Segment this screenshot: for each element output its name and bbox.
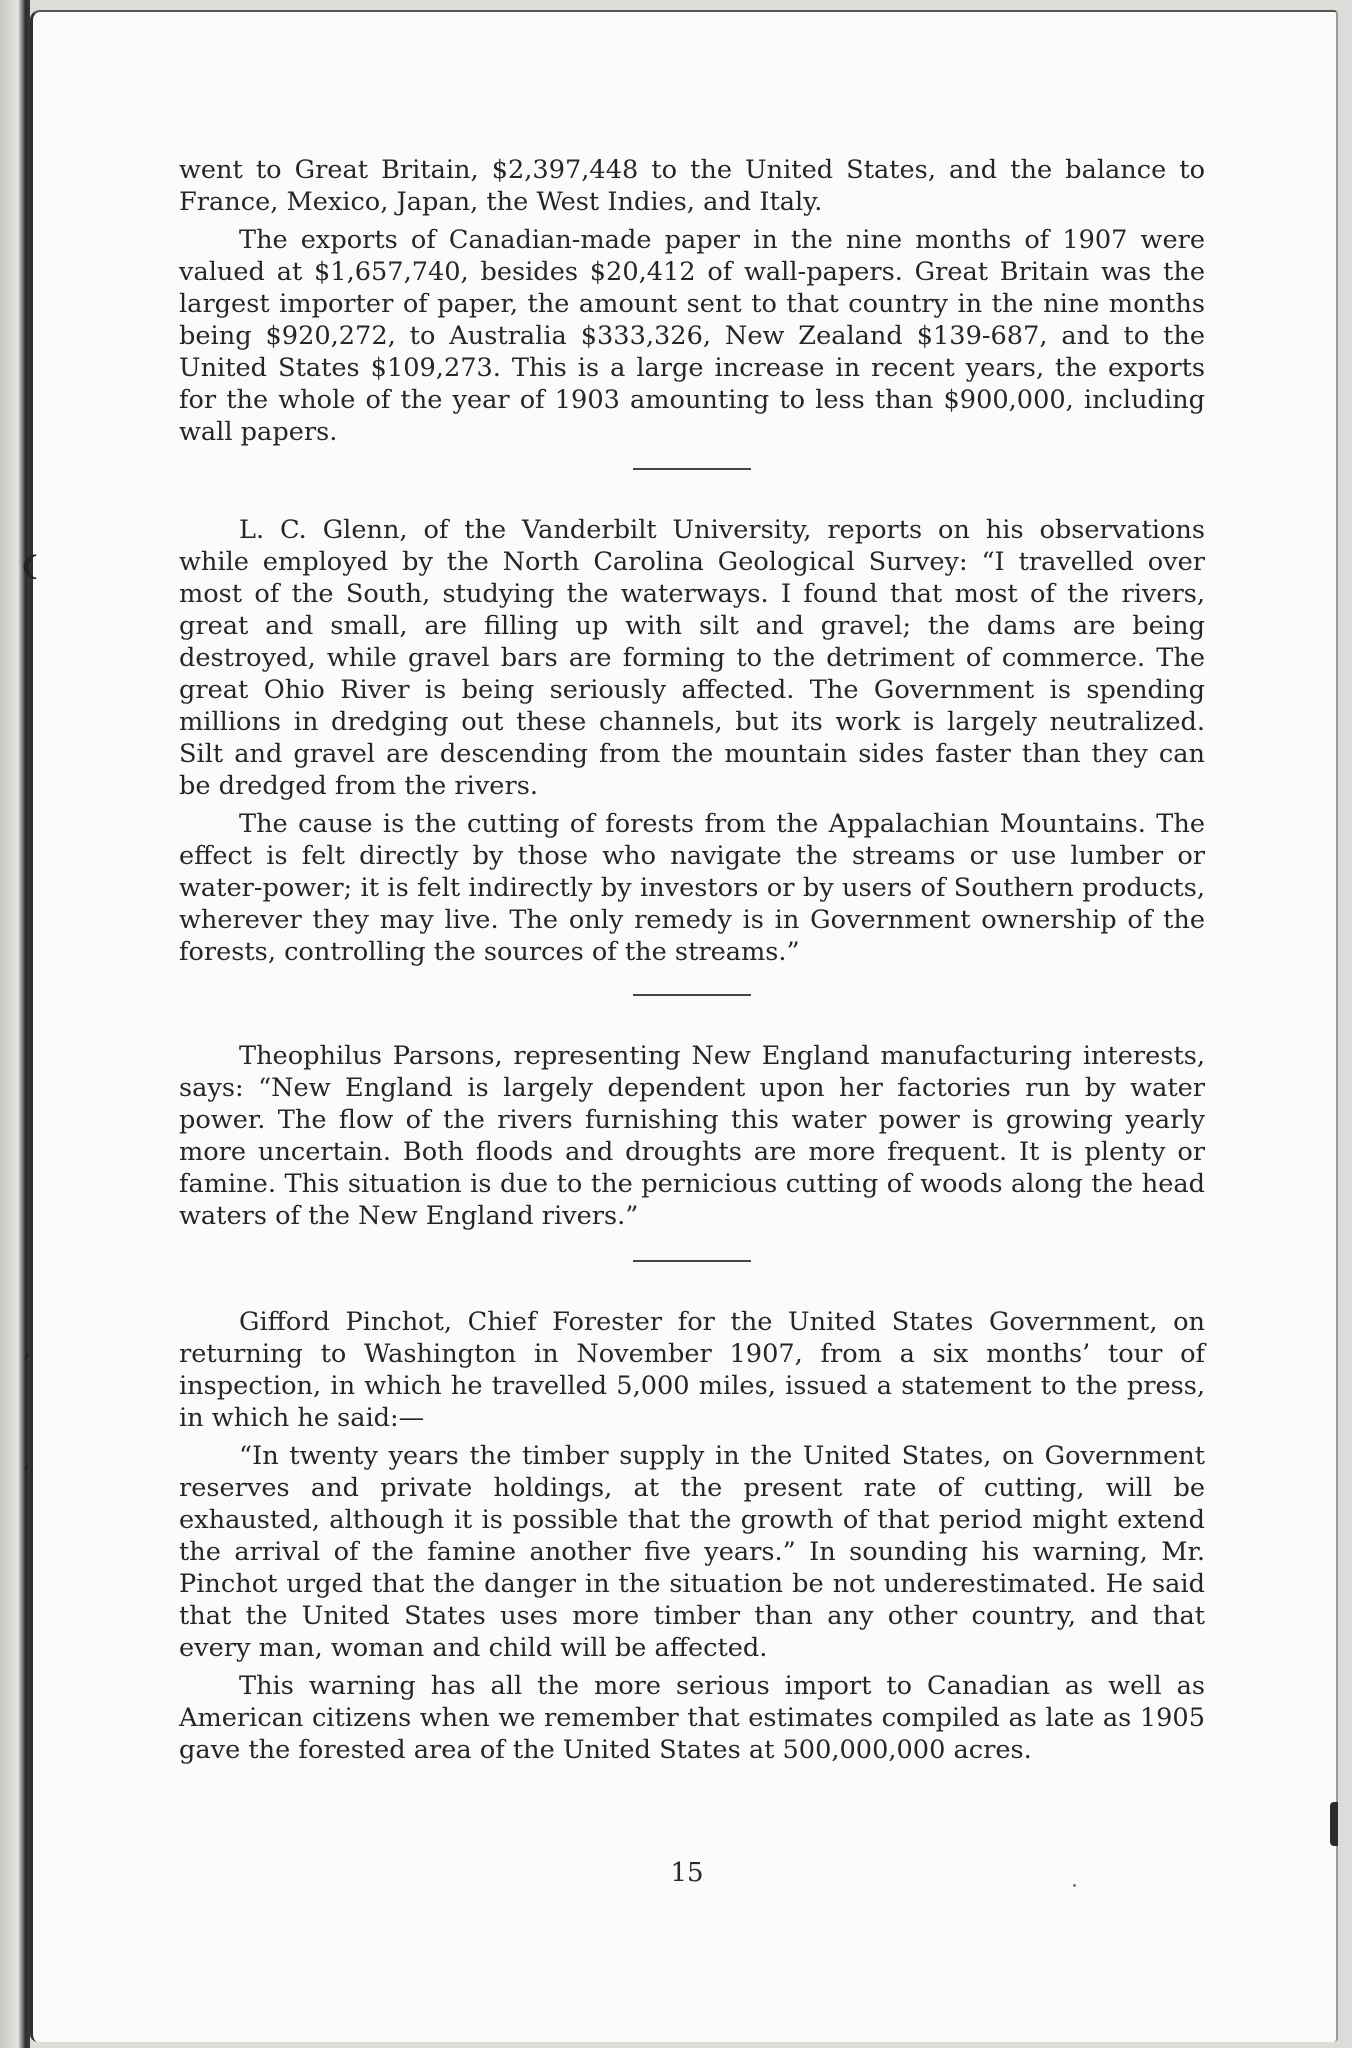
book-page <box>19 10 1338 2042</box>
margin-mark: ‘ <box>23 1460 30 1484</box>
margin-mark: ❨ <box>19 552 41 582</box>
section-divider <box>633 1260 751 1262</box>
warning-paragraph: This warning has all the more serious import to Canadian as well as American citizens when we remember that estimates compiled as late as 1905 gave the forested area of the United States at 500,000,000 acres. <box>179 1671 1205 1765</box>
pinchot-quote-paragraph: “In twenty years the timber supply in the United States, on Government reserves and private holdings, at the present rate of cutting, will be exhausted, although it is possible that the growth of that period might extend the arrival of the famine another five years.” In sounding his warning, Mr. Pinchot urged that the danger in the situation be not underestimated. He said that the United States uses more timber than any other country, and that every man, woman and child will be affected. <box>179 1441 1205 1663</box>
paper-exports-paragraph: The exports of Canadian-made paper in the nine months of 1907 were valued at $1,657,740, besides $20,412 of wall-papers. Great Britain was the largest importer of paper, the amount sent to that country in the nine months being $920,272, to Australia $333,326, New Zealand $139-687, and to the United States $109,273. This is a large increase in recent years, the exports for the whole of the year of 1903 amounting to less than $900,000, including wall papers. <box>179 225 1205 447</box>
glenn-cause-paragraph: The cause is the cutting of forests from the Appalachian Mountains. The effect is felt directly by those who navigate the streams or use lumber or water-power; it is felt indirectly by investors or by users of Southern products, wherever they may live. The only remedy is in Government ownership of the forests, controlling the sources of the streams.” <box>179 809 1205 967</box>
margin-mark: ’ <box>23 1350 31 1376</box>
carry-over-paragraph: went to Great Britain, $2,397,448 to the United States, and the balance to France, Mexico, Japan, the West Indies, and Italy. <box>179 155 1205 217</box>
page-edge-notch <box>1330 1802 1338 1846</box>
section-divider <box>633 468 751 470</box>
book-gutter-edge <box>0 0 30 2048</box>
glenn-report-paragraph: L. C. Glenn, of the Vanderbilt University, reports on his observations while employed by the North Carolina Geological Survey: “I travelled over most of the South, studying the waterways. I found that most of the rivers, great and small, are filling up with silt and gravel; the dams are being destroyed, while gravel bars are forming to the detriment of commerce. The great Ohio River is being seriously affected. The Government is spending millions in dredging out these channels, but its work is largely neutralized. Silt and gravel are descending from the mountain sides faster than they can be dredged from the rivers. <box>179 515 1205 801</box>
paper-speck <box>1073 1884 1076 1887</box>
page-body-text <box>179 154 1205 1766</box>
section-divider <box>633 994 751 996</box>
parsons-paragraph: Theophilus Parsons, representing New England manufacturing interests, says: “New England is largely dependent upon her factories run by water power. The flow of the rivers furnishing this water power is growing yearly more uncertain. Both floods and droughts are more frequent. It is plenty or famine. This situation is due to the pernicious cutting of woods along the head waters of the New England rivers.” <box>179 1041 1205 1231</box>
pinchot-intro-paragraph: Gifford Pinchot, Chief Forester for the United States Government, on returning to Washington in November 1907, from a six months’ tour of inspection, in which he travelled 5,000 miles, issued a statement to the press, in which he said:— <box>179 1307 1205 1433</box>
page-number: 15 <box>670 1858 704 1888</box>
